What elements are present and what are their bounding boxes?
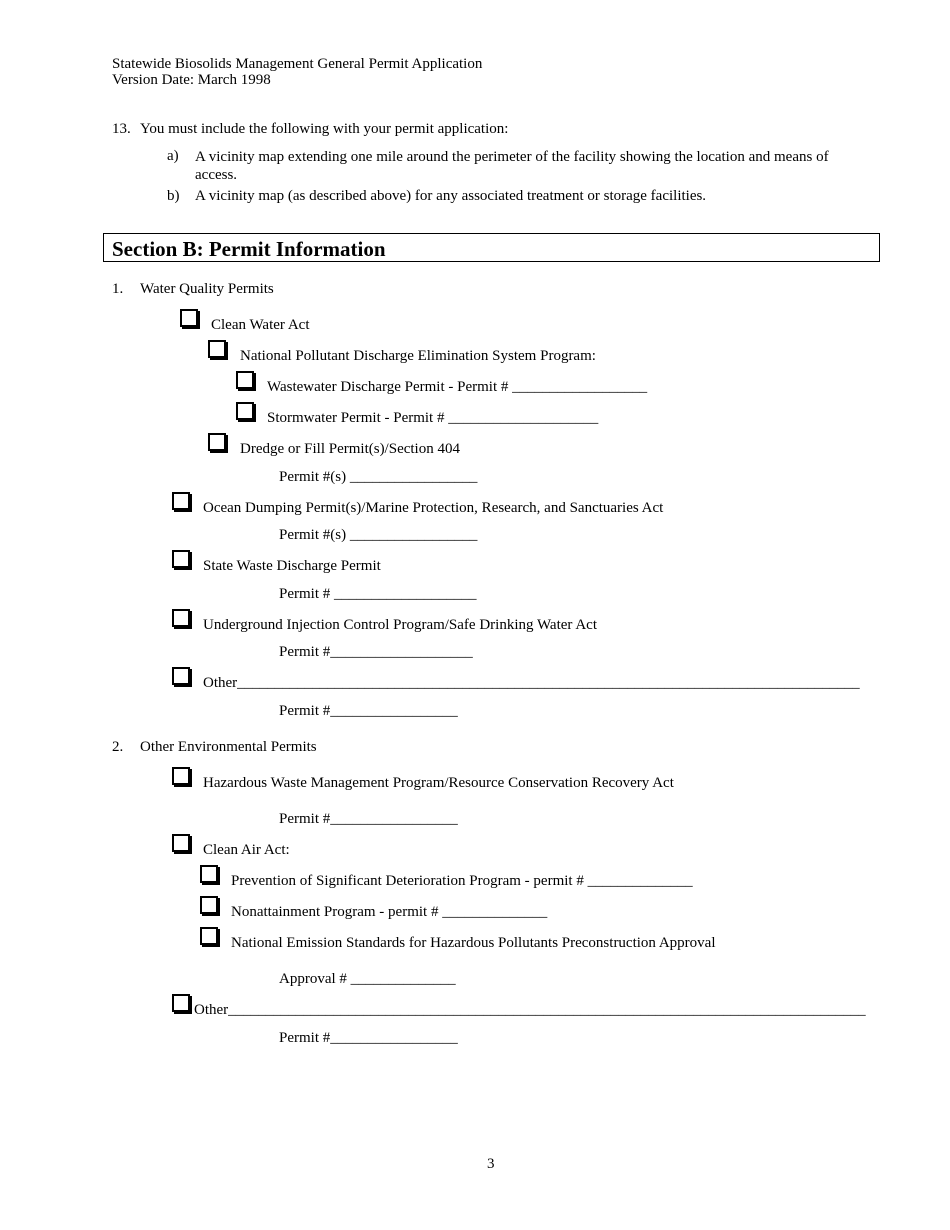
neshap-approval-field[interactable]: Approval # ______________ — [279, 971, 456, 987]
underground-injection-permit-field[interactable]: Permit #___________________ — [279, 644, 473, 660]
wastewater-discharge-permit-field[interactable]: Wastewater Discharge Permit - Permit # __________________ — [267, 379, 648, 395]
hazardous-waste-label: Hazardous Waste Management Program/Resource Conservation Recovery Act — [203, 775, 674, 791]
clean-air-act-checkbox[interactable] — [172, 834, 190, 852]
psd-permit-field[interactable]: Prevention of Significant Deterioration Program - permit # ______________ — [231, 873, 693, 889]
section-b-box — [103, 233, 880, 262]
dredge-fill-checkbox[interactable] — [208, 433, 226, 451]
environmental-heading: Other Environmental Permits — [140, 739, 317, 755]
water-quality-number: 1. — [112, 281, 124, 297]
nonattainment-checkbox[interactable] — [200, 896, 218, 914]
npdes-label: National Pollutant Discharge Elimination System Program: — [240, 348, 596, 364]
ocean-dumping-checkbox[interactable] — [172, 492, 190, 510]
clean-water-act-label: Clean Water Act — [211, 317, 310, 333]
document-title: Statewide Biosolids Management General Permit Application — [112, 56, 483, 72]
stormwater-permit-field[interactable]: Stormwater Permit - Permit # ____________________ — [267, 410, 599, 426]
state-waste-discharge-checkbox[interactable] — [172, 550, 190, 568]
state-waste-permit-field[interactable]: Permit # ___________________ — [279, 586, 477, 602]
underground-injection-checkbox[interactable] — [172, 609, 190, 627]
item-13-number: 13. — [112, 121, 131, 137]
water-other-field[interactable]: Other___________________________________________________________________________________ — [203, 675, 860, 691]
item-13a-text: A vicinity map extending one mile around the perimeter of the facility showing the location and means of access. — [195, 149, 829, 183]
wastewater-discharge-checkbox[interactable] — [236, 371, 254, 389]
item-13b-text: A vicinity map (as described above) for any associated treatment or storage facilities. — [195, 188, 707, 204]
dredge-fill-label: Dredge or Fill Permit(s)/Section 404 — [240, 441, 460, 457]
psd-checkbox[interactable] — [200, 865, 218, 883]
neshap-checkbox[interactable] — [200, 927, 218, 945]
dredge-fill-permit-field[interactable]: Permit #(s) _________________ — [279, 469, 478, 485]
version-date: Version Date: March 1998 — [112, 72, 271, 88]
water-other-checkbox[interactable] — [172, 667, 190, 685]
hazardous-waste-checkbox[interactable] — [172, 767, 190, 785]
water-other-permit-field[interactable]: Permit #_________________ — [279, 703, 458, 719]
environmental-other-permit-field[interactable]: Permit #_________________ — [279, 1030, 458, 1046]
item-13-text: You must include the following with your permit application: — [140, 121, 509, 137]
section-b-title: Section B: Permit Information — [112, 237, 386, 261]
ocean-dumping-label: Ocean Dumping Permit(s)/Marine Protection, Research, and Sanctuaries Act — [203, 500, 664, 516]
state-waste-discharge-label: State Waste Discharge Permit — [203, 558, 381, 574]
water-quality-heading: Water Quality Permits — [140, 281, 274, 297]
neshap-label: National Emission Standards for Hazardous Pollutants Preconstruction Approval — [231, 935, 716, 951]
environmental-other-checkbox[interactable] — [172, 994, 190, 1012]
environmental-other-field[interactable]: Other_____________________________________________________________________________________ — [194, 1002, 866, 1018]
stormwater-checkbox[interactable] — [236, 402, 254, 420]
hazardous-waste-permit-field[interactable]: Permit #_________________ — [279, 811, 458, 827]
ocean-dumping-permit-field[interactable]: Permit #(s) _________________ — [279, 527, 478, 543]
clean-water-act-checkbox[interactable] — [180, 309, 198, 327]
item-13a-label: a) — [167, 148, 179, 164]
npdes-checkbox[interactable] — [208, 340, 226, 358]
environmental-number: 2. — [112, 739, 124, 755]
nonattainment-permit-field[interactable]: Nonattainment Program - permit # ______________ — [231, 904, 548, 920]
underground-injection-label: Underground Injection Control Program/Safe Drinking Water Act — [203, 617, 597, 633]
page-number: 3 — [487, 1156, 495, 1172]
clean-air-act-label: Clean Air Act: — [203, 842, 290, 858]
item-13b-label: b) — [167, 188, 180, 204]
